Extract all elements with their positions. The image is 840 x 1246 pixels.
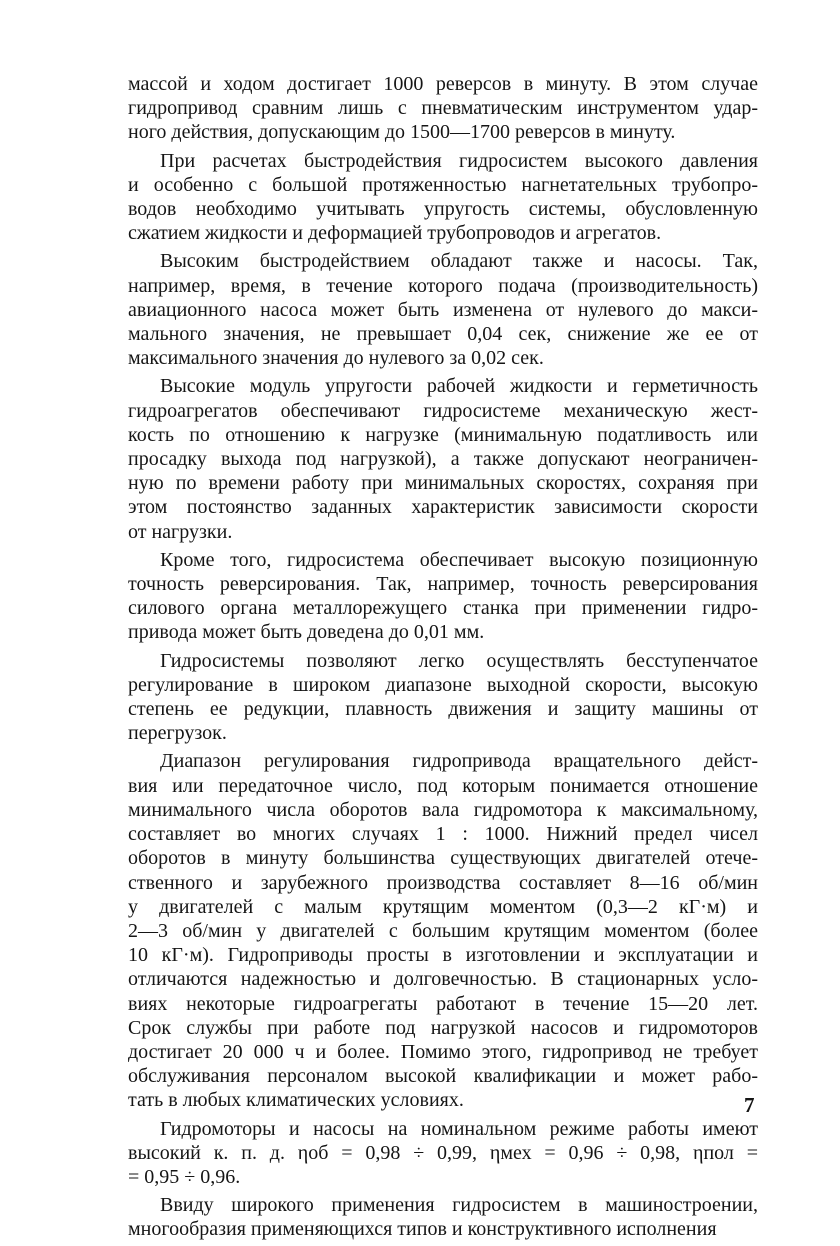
text-line: сжатием жидкости и деформацией трубопроводов и агрегатов. [128, 222, 662, 245]
text-line: Гидромоторы и насосы на номинальном режиме работы имеют [160, 1117, 758, 1140]
text-line: мального значения, не превышает 0,04 сек, снижение же ее от [128, 323, 758, 346]
text-line: вия или передаточное число, под которым понимается отношение [128, 774, 758, 797]
paragraph [128, 72, 758, 145]
text-line: составляет во многих случаях 1 : 1000. Нижний предел чисел [128, 823, 758, 846]
paragraph [128, 548, 758, 645]
text-line: Гидросистемы позволяют легко осуществлять бесступенчатое [160, 649, 758, 672]
text-line: регулирование в широком диапазоне выходной скорости, высокую [128, 673, 758, 696]
text-line: достигает 20 000 ч и более. Помимо этого, гидропривод не требует [128, 1040, 758, 1063]
text-line: оборотов в минуту большинства существующих двигателей отече- [128, 847, 758, 870]
paragraph [128, 374, 758, 543]
text-line: высокий к. п. д. ηоб = 0,98 ÷ 0,99, ηмех = 0,96 ÷ 0,98, ηпол = [128, 1141, 758, 1164]
paragraph [128, 249, 758, 370]
text-line: отличаются надежностью и долговечностью. В стационарных усло- [128, 968, 758, 991]
text-line: кость по отношению к нагрузке (минимальную податливость или [128, 423, 758, 446]
text-line: виях некоторые гидроагрегаты работают в течение 15—20 лет. [128, 992, 758, 1015]
text-line: точность реверсирования. Так, например, точность реверсирования [128, 573, 758, 596]
text-line: Диапазон регулирования гидропривода вращательного дейст- [160, 750, 758, 773]
text-line: степень ее редукции, плавность движения и защиту машины от [128, 698, 758, 721]
paragraph [128, 649, 758, 746]
text-line: ную по времени работу при минимальных скоростях, сохраняя при [128, 472, 758, 495]
text-line: Высокие модуль упругости рабочей жидкости и герметичность [160, 375, 758, 398]
text-line: гидропривод сравним лишь с пневматическим инструментом удар- [128, 97, 758, 120]
text-line: от нагрузки. [128, 520, 233, 543]
text-line: силового органа металлорежущего станка при применении гидро- [128, 597, 758, 620]
text-line: например, время, в течение которого подача (производительность) [128, 274, 758, 297]
paragraph [128, 1193, 758, 1241]
text-line: 2—3 об/мин у двигателей с большим крутящим моментом (более [128, 919, 758, 942]
text-line: = 0,95 ÷ 0,96. [128, 1165, 241, 1188]
text-line: этом постоянство заданных характеристик зависимости скорости [128, 496, 758, 519]
paragraph [128, 749, 758, 1112]
text-line: водов необходимо учитывать упругость системы, обусловленную [128, 198, 758, 221]
text-line: и особенно с большой протяженностью нагнетательных трубопро- [128, 173, 758, 196]
text-line: гидроагрегатов обеспечивают гидросистеме механическую жест- [128, 399, 758, 422]
text-line: ного действия, допускающим до 1500—1700 реверсов в минуту. [128, 121, 676, 144]
text-line: просадку выхода под нагрузкой), а также допускают неограничен- [128, 448, 758, 471]
text-line: авиационного насоса может быть изменена от нулевого до макси- [128, 298, 758, 321]
text-line: обслуживания персоналом высокой квалификации и может рабо- [128, 1065, 758, 1088]
page-number: 7 [744, 1093, 755, 1117]
text-line: минимального числа оборотов вала гидромотора к максимальному, [128, 798, 758, 821]
text-line: Срок службы при работе под нагрузкой насосов и гидромоторов [128, 1016, 758, 1039]
paragraph [128, 149, 758, 246]
text-line: у двигателей с малым крутящим моментом (0,3—2 кГ·м) и [128, 895, 758, 918]
paragraph [128, 1117, 758, 1190]
text-line: тать в любых климатических условиях. [128, 1089, 464, 1112]
text-line: Кроме того, гидросистема обеспечивает высокую позиционную [160, 548, 758, 571]
text-line: Ввиду широкого применения гидросистем в машиностроении, [160, 1194, 758, 1217]
text-line: Высоким быстродействием обладают также и насосы. Так, [160, 250, 758, 273]
text-line: перегрузок. [128, 722, 227, 745]
text-line: многообразия применяющихся типов и конструктивного исполнения [128, 1218, 717, 1241]
text-line: максимального значения до нулевого за 0,02 сек. [128, 347, 544, 370]
page-body [128, 72, 758, 1246]
text-line: привода может быть доведена до 0,01 мм. [128, 621, 485, 644]
text-line: массой и ходом достигает 1000 реверсов в минуту. В этом случае [128, 73, 758, 95]
text-line: При расчетах быстродействия гидросистем высокого давления [160, 149, 758, 172]
text-line: ственного и зарубежного производства составляет 8—16 об/мин [128, 871, 758, 894]
text-line: 10 кГ·м). Гидроприводы просты в изготовлении и эксплуатации и [128, 944, 758, 967]
